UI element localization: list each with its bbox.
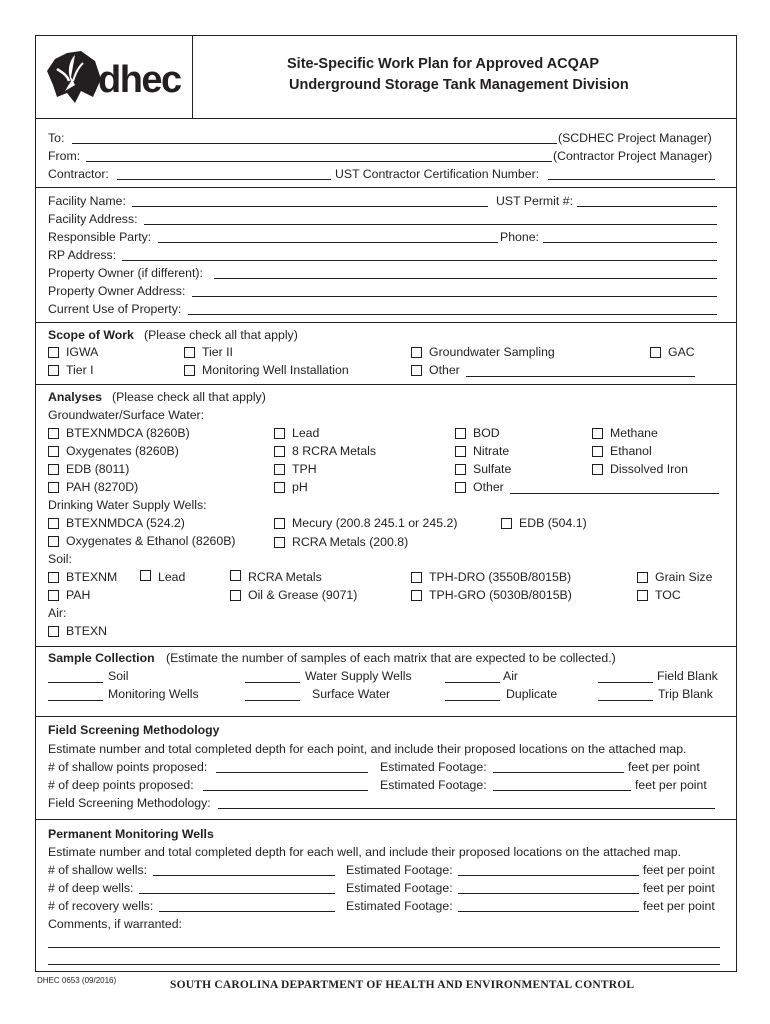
- responsible-party-field[interactable]: [158, 242, 498, 243]
- unit-label: feet per point: [643, 881, 715, 895]
- footage-label: Estimated Footage:: [346, 863, 453, 877]
- analysis-label: EDB (504.1): [519, 516, 587, 530]
- checkbox-ethanol[interactable]: [592, 446, 603, 457]
- property-owner-field[interactable]: [214, 278, 717, 279]
- screening-method-field[interactable]: [218, 808, 715, 809]
- checkbox-edb-504[interactable]: [501, 518, 512, 529]
- screening-method-label: Field Screening Methodology:: [48, 796, 211, 810]
- form-code: DHEC 0653 (09/2016): [37, 976, 117, 985]
- analysis-label: BTEXNMDCA (524.2): [66, 516, 185, 530]
- analyses-heading: Analyses: [48, 390, 103, 404]
- scope-label: IGWA: [66, 345, 99, 359]
- analysis-label: RCRA Metals: [248, 570, 322, 584]
- monitoring-wells-instruction: Estimate number and total completed depth for each well, and include their proposed locations on the attached map.: [48, 845, 681, 859]
- analysis-label: TPH: [292, 462, 317, 476]
- checkbox-rcra-metals-200[interactable]: [274, 537, 285, 548]
- footage-label: Estimated Footage:: [346, 881, 453, 895]
- soil-label: Soil:: [48, 552, 72, 566]
- checkbox-methane[interactable]: [592, 428, 603, 439]
- to-field[interactable]: [72, 143, 557, 144]
- scope-label: Groundwater Sampling: [429, 345, 555, 359]
- rp-address-field[interactable]: [122, 260, 717, 261]
- checkbox-igwa[interactable]: [48, 347, 59, 358]
- trip-blank-count-field[interactable]: [598, 700, 653, 701]
- unit-label: feet per point: [643, 863, 715, 877]
- duplicate-count-field[interactable]: [445, 700, 500, 701]
- contractor-label: Contractor:: [48, 167, 109, 181]
- shallow-points-label: # of shallow points proposed:: [48, 760, 208, 774]
- checkbox-btexnmdca-8260b[interactable]: [48, 428, 59, 439]
- deep-wells-field[interactable]: [139, 893, 335, 894]
- department-name: SOUTH CAROLINA DEPARTMENT OF HEALTH AND ENVIRONMENTAL CONTROL: [170, 979, 635, 991]
- analysis-label: Nitrate: [473, 444, 510, 458]
- gw-other-field[interactable]: [510, 493, 719, 494]
- checkbox-grain-size[interactable]: [637, 572, 648, 583]
- recovery-wells-field[interactable]: [159, 911, 335, 912]
- analysis-label: TOC: [655, 588, 681, 602]
- field-blank-count-field[interactable]: [598, 682, 653, 683]
- footage-label: Estimated Footage:: [380, 760, 487, 774]
- property-owner-label: Property Owner (if different):: [48, 266, 203, 280]
- scope-label: GAC: [668, 345, 695, 359]
- scope-note: (Please check all that apply): [144, 328, 298, 342]
- checkbox-dissolved-iron[interactable]: [592, 464, 603, 475]
- facility-name-field[interactable]: [132, 206, 488, 207]
- analysis-label: RCRA Metals (200.8): [292, 535, 409, 549]
- checkbox-gw-other[interactable]: [455, 482, 466, 493]
- analysis-label: Ethanol: [610, 444, 652, 458]
- scope-label: Other: [429, 363, 460, 377]
- analysis-label: BTEXNM: [66, 570, 118, 584]
- sample-label: Field Blank: [657, 669, 718, 683]
- unit-label: feet per point: [643, 899, 715, 913]
- checkbox-btexnmdca-524[interactable]: [48, 518, 59, 529]
- monitoring-wells-heading: Permanent Monitoring Wells: [48, 827, 214, 841]
- to-label: To:: [48, 131, 65, 145]
- checkbox-groundwater-sampling[interactable]: [411, 347, 422, 358]
- checkbox-ph[interactable]: [274, 482, 285, 493]
- checkbox-lead[interactable]: [274, 428, 285, 439]
- deep-points-field[interactable]: [203, 790, 368, 791]
- checkbox-oxygenates-8260b[interactable]: [48, 446, 59, 457]
- water-supply-count-field[interactable]: [245, 682, 300, 683]
- checkbox-8-rcra-metals[interactable]: [274, 446, 285, 457]
- section-divider: [35, 322, 737, 323]
- property-owner-address-label: Property Owner Address:: [48, 284, 186, 298]
- checkbox-mercury[interactable]: [274, 518, 285, 529]
- air-label: Air:: [48, 606, 67, 620]
- to-suffix: (SCDHEC Project Manager): [558, 131, 712, 145]
- checkbox-air-btexn[interactable]: [48, 626, 59, 637]
- analysis-label: BTEXN: [66, 624, 107, 638]
- property-owner-address-field[interactable]: [192, 296, 717, 297]
- analysis-label: 8 RCRA Metals: [292, 444, 377, 458]
- analysis-label: TPH-GRO (5030B/8015B): [429, 588, 572, 602]
- monitoring-wells-count-field[interactable]: [48, 700, 103, 701]
- contractor-field[interactable]: [117, 179, 331, 180]
- current-use-field[interactable]: [188, 314, 717, 315]
- analysis-label: Other: [473, 480, 504, 494]
- comments-line-1[interactable]: [48, 947, 720, 948]
- drinking-water-label: Drinking Water Supply Wells:: [48, 498, 207, 512]
- from-suffix: (Contractor Project Manager): [553, 149, 713, 163]
- checkbox-soil-lead[interactable]: [140, 570, 151, 581]
- analysis-label: Oil & Grease (9071): [248, 588, 358, 602]
- section-divider: [35, 384, 737, 385]
- scope-heading: Scope of Work: [48, 328, 134, 342]
- comments-line-2[interactable]: [48, 964, 720, 965]
- section-divider: [35, 118, 737, 119]
- soil-count-field[interactable]: [48, 682, 103, 683]
- checkbox-nitrate[interactable]: [455, 446, 466, 457]
- analyses-note: (Please check all that apply): [112, 390, 266, 404]
- unit-label: feet per point: [628, 760, 700, 774]
- groundwater-label: Groundwater/Surface Water:: [48, 408, 205, 422]
- air-count-field[interactable]: [445, 682, 500, 683]
- scope-label: Tier I: [66, 363, 94, 377]
- analysis-label: BTEXNMDCA (8260B): [66, 426, 190, 440]
- checkbox-pah-8270d[interactable]: [48, 482, 59, 493]
- analysis-label: Oxygenates (8260B): [66, 444, 179, 458]
- checkbox-tph-dro[interactable]: [411, 572, 422, 583]
- recovery-wells-label: # of recovery wells:: [48, 899, 154, 913]
- cert-field[interactable]: [548, 179, 715, 180]
- checkbox-tier-ii[interactable]: [184, 347, 195, 358]
- sample-label: Duplicate: [506, 687, 558, 701]
- checkbox-gac[interactable]: [650, 347, 661, 358]
- checkbox-tier-i[interactable]: [48, 365, 59, 376]
- sample-label: Water Supply Wells: [305, 669, 412, 683]
- comments-label: Comments, if warranted:: [48, 917, 182, 931]
- analysis-label: Methane: [610, 426, 658, 440]
- footage-label: Estimated Footage:: [346, 899, 453, 913]
- sample-collection-heading: Sample Collection: [48, 651, 155, 665]
- analysis-label: BOD: [473, 426, 500, 440]
- sample-collection-note: (Estimate the number of samples of each matrix that are expected to be collected.): [166, 651, 616, 665]
- analysis-label: PAH: [66, 588, 91, 602]
- rp-address-label: RP Address:: [48, 248, 117, 262]
- field-screening-heading: Field Screening Methodology: [48, 723, 220, 737]
- surface-water-count-field[interactable]: [245, 700, 300, 701]
- checkbox-soil-rcra-metals[interactable]: [230, 570, 241, 581]
- scope-other-field[interactable]: [466, 376, 695, 377]
- recovery-wells-footage-field[interactable]: [458, 911, 639, 912]
- analysis-label: pH: [292, 480, 308, 494]
- from-field[interactable]: [86, 161, 552, 162]
- deep-points-label: # of deep points proposed:: [48, 778, 194, 792]
- checkbox-oil-grease[interactable]: [230, 590, 241, 601]
- analysis-label: Lead: [158, 570, 186, 584]
- sample-label: Monitoring Wells: [108, 687, 199, 701]
- section-divider: [35, 716, 737, 717]
- dhec-logo: [45, 47, 105, 110]
- cert-label: UST Contractor Certification Number:: [335, 167, 540, 181]
- current-use-label: Current Use of Property:: [48, 302, 182, 316]
- checkbox-monitoring-well-installation[interactable]: [184, 365, 195, 376]
- sample-label: Air: [503, 669, 519, 683]
- shallow-wells-field[interactable]: [153, 875, 335, 876]
- section-divider: [35, 646, 737, 647]
- checkbox-toc[interactable]: [637, 590, 648, 601]
- facility-address-label: Facility Address:: [48, 212, 138, 226]
- analysis-label: Dissolved Iron: [610, 462, 688, 476]
- analysis-label: Sulfate: [473, 462, 512, 476]
- shallow-wells-footage-field[interactable]: [458, 875, 639, 876]
- checkbox-scope-other[interactable]: [411, 365, 422, 376]
- scope-label: Tier II: [202, 345, 233, 359]
- shallow-points-field[interactable]: [216, 772, 368, 773]
- page-title: Site-Specific Work Plan for Approved ACQAP: [287, 56, 600, 72]
- checkbox-bod[interactable]: [455, 428, 466, 439]
- analysis-label: Mecury (200.8 245.1 or 245.2): [292, 516, 458, 530]
- checkbox-tph[interactable]: [274, 464, 285, 475]
- phone-field[interactable]: [543, 242, 717, 243]
- analysis-label: TPH-DRO (3550B/8015B): [429, 570, 572, 584]
- analysis-label: EDB (8011): [66, 462, 130, 476]
- footage-label: Estimated Footage:: [380, 778, 487, 792]
- unit-label: feet per point: [635, 778, 707, 792]
- deep-footage-field[interactable]: [493, 790, 631, 791]
- analysis-label: PAH (8270D): [66, 480, 139, 494]
- analysis-label: Oxygenates & Ethanol (8260B): [66, 534, 236, 548]
- deep-wells-label: # of deep wells:: [48, 881, 134, 895]
- page-subtitle: Underground Storage Tank Management Division: [289, 77, 629, 93]
- section-divider: [35, 187, 737, 188]
- checkbox-soil-btexnm[interactable]: [48, 572, 59, 583]
- checkbox-soil-pah[interactable]: [48, 590, 59, 601]
- shallow-footage-field[interactable]: [493, 772, 624, 773]
- sample-label: Surface Water: [312, 687, 391, 701]
- deep-wells-footage-field[interactable]: [458, 893, 639, 894]
- checkbox-tph-gro[interactable]: [411, 590, 422, 601]
- facility-name-label: Facility Name:: [48, 194, 126, 208]
- analysis-label: Grain Size: [655, 570, 713, 584]
- checkbox-oxygenates-ethanol[interactable]: [48, 536, 59, 547]
- scope-label: Monitoring Well Installation: [202, 363, 349, 377]
- checkbox-sulfate[interactable]: [455, 464, 466, 475]
- facility-address-field[interactable]: [144, 224, 717, 225]
- from-label: From:: [48, 149, 81, 163]
- section-divider: [35, 819, 737, 820]
- logo-wordmark: dhec: [98, 59, 181, 101]
- responsible-party-label: Responsible Party:: [48, 230, 152, 244]
- analysis-label: Lead: [292, 426, 320, 440]
- sample-label: Trip Blank: [658, 687, 713, 701]
- header-divider: [192, 35, 193, 118]
- permit-label: UST Permit #:: [496, 194, 573, 208]
- sample-label: Soil: [108, 669, 129, 683]
- phone-label: Phone:: [500, 230, 539, 244]
- field-screening-instruction: Estimate number and total completed depth for each point, and include their proposed locations on the attached map.: [48, 742, 687, 756]
- permit-field[interactable]: [577, 206, 717, 207]
- shallow-wells-label: # of shallow wells:: [48, 863, 148, 877]
- checkbox-edb-8011[interactable]: [48, 464, 59, 475]
- palmetto-logo-icon: [45, 47, 105, 107]
